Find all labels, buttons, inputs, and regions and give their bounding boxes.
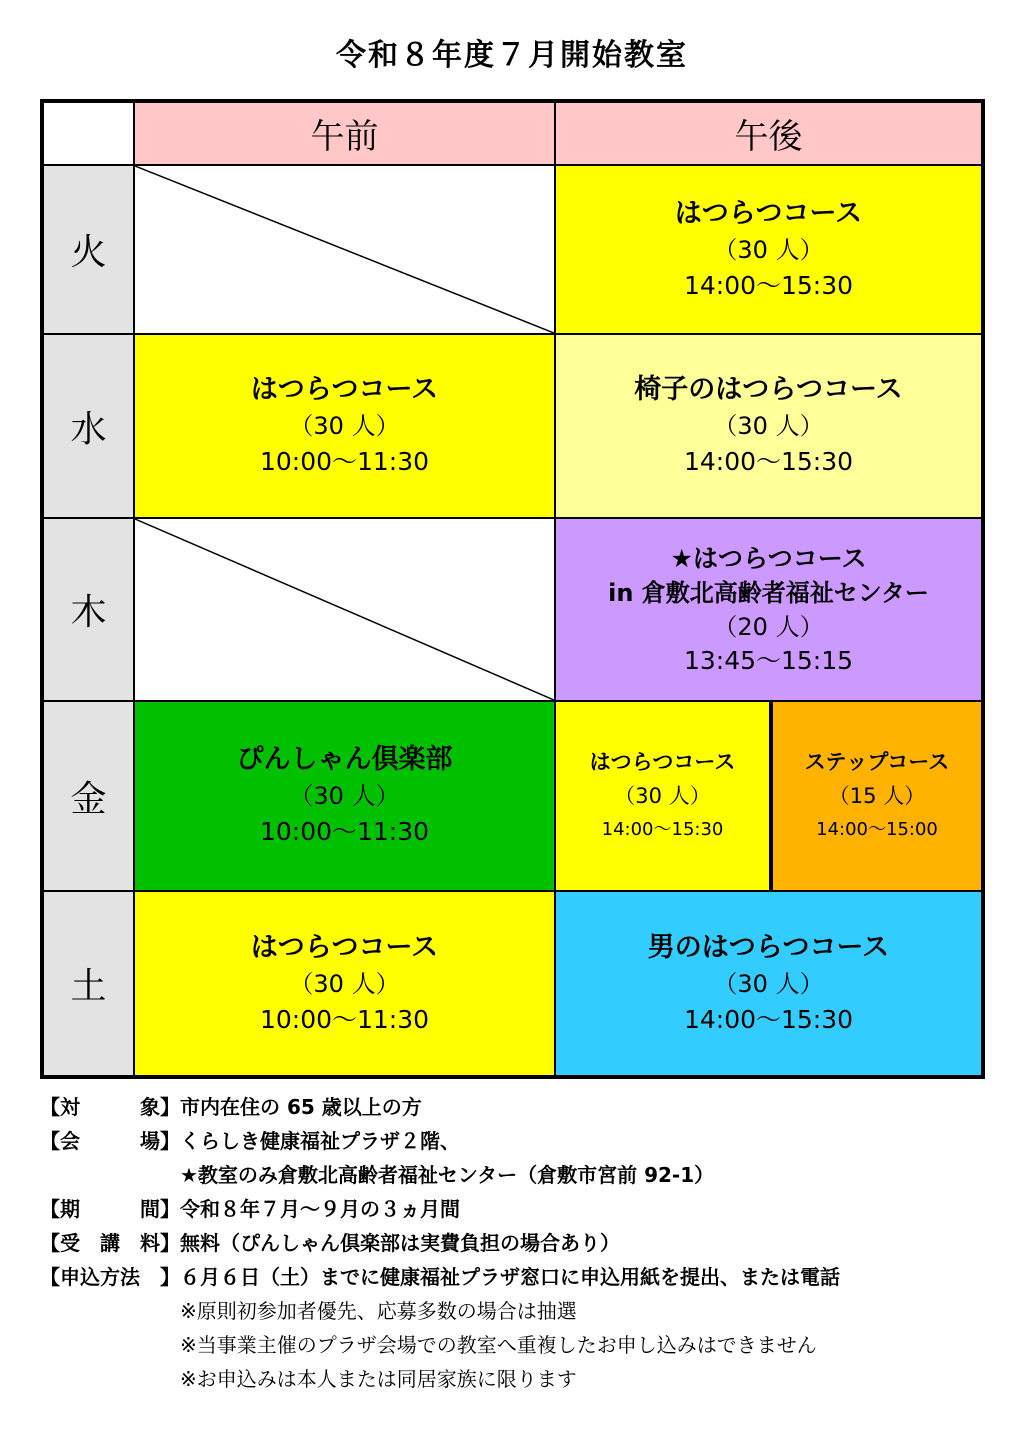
course-name: はつらつコース: [674, 197, 863, 229]
label-char: 料: [140, 1231, 160, 1255]
info-label: 【 受 講 料 】: [40, 1226, 180, 1260]
course-capacity: （30 人）: [713, 969, 824, 998]
friday-pm-course-1: [555, 701, 770, 891]
saturday-am-course: [134, 891, 555, 1076]
info-value: 市内在住の 65 歳以上の方: [180, 1095, 422, 1119]
info-fee: [40, 1226, 1000, 1260]
info-label: 【 会 場 】: [40, 1124, 180, 1158]
day-saturday: 土: [43, 891, 134, 1076]
course-capacity: （30 人）: [713, 235, 824, 264]
label-char: 受: [60, 1231, 80, 1255]
header-corner: [43, 102, 134, 165]
info-label: 【 申込方法 】: [40, 1260, 180, 1294]
course-name: ステップコース: [804, 750, 950, 774]
info-period: [40, 1192, 1000, 1226]
course-time: 10:00～11:30: [259, 817, 430, 846]
info-value: 令和８年７月～９月の３ヵ月間: [180, 1197, 460, 1221]
diagonal-slash: [135, 519, 554, 700]
tuesday-pm-course: [555, 165, 982, 334]
page-title: 令和８年度７月開始教室: [336, 38, 688, 73]
info-section: [40, 1090, 1000, 1396]
course-name: 男のはつらつコース: [647, 931, 890, 963]
course-time: 14:00～15:30: [601, 819, 724, 840]
note-2: ※当事業主催のプラザ会場での教室へ重複したお申し込みはできません: [180, 1333, 817, 1357]
info-value: ６月６日（土）までに健康福祉プラザ窓口に申込用紙を提出、または電話: [180, 1265, 840, 1289]
label-char: 象: [140, 1095, 160, 1119]
label-char: 対: [60, 1095, 80, 1119]
course-time: 10:00～11:30: [259, 447, 430, 476]
note-3: ※お申込みは本人または同居家族に限ります: [180, 1367, 577, 1391]
info-apply: [40, 1260, 1000, 1294]
note-1: ※原則初参加者優先、応募多数の場合は抽選: [180, 1299, 577, 1323]
course-capacity: （30 人）: [289, 782, 400, 810]
course-time: 10:00～11:30: [259, 1004, 430, 1034]
header-pm: 午後: [555, 102, 982, 165]
course-time: 13:45～15:15: [683, 645, 854, 675]
course-name: はつらつコース: [250, 931, 439, 963]
label-char: 期: [60, 1197, 80, 1221]
day-thursday: 木: [43, 518, 134, 701]
course-name: ★はつらつコース: [670, 543, 867, 573]
label-text: 申込方法: [60, 1265, 140, 1289]
info-label: 【 対 象 】: [40, 1090, 180, 1124]
info-label: 【 期 間 】: [40, 1192, 180, 1226]
info-value: 無料（ぴんしゃん倶楽部は実費負担の場合あり）: [180, 1231, 620, 1255]
course-name: 椅子のはつらつコース: [634, 374, 903, 405]
course-capacity: （30 人）: [289, 412, 400, 440]
course-time: 14:00～15:00: [816, 819, 938, 840]
day-friday: 金: [43, 701, 134, 891]
thursday-am-empty: [134, 518, 555, 701]
course-name: ぴんしゃん倶楽部: [236, 744, 453, 775]
saturday-pm-course: [555, 891, 982, 1076]
day-wednesday: 水: [43, 334, 134, 518]
wednesday-am-course: [134, 334, 555, 518]
info-target: [40, 1090, 1000, 1124]
schedule-table: [40, 99, 985, 1079]
course-capacity: （30 人）: [614, 784, 711, 808]
course-location: in 倉敷北高齢者福祉センター: [608, 578, 929, 607]
course-time: 14:00～15:30: [683, 270, 854, 300]
info-value: くらしき健康福祉プラザ２階、: [180, 1129, 460, 1153]
day-tuesday: 火: [43, 165, 134, 334]
course-name: はつらつコース: [250, 374, 439, 405]
friday-am-course: [134, 701, 555, 891]
course-time: 14:00～15:30: [683, 1004, 854, 1034]
label-char: 会: [60, 1129, 80, 1153]
course-capacity: （30 人）: [713, 412, 824, 440]
info-venue: [40, 1124, 1000, 1158]
course-time: 14:00～15:30: [683, 447, 854, 476]
label-char: 場: [140, 1129, 160, 1153]
course-capacity: （15 人）: [828, 784, 926, 808]
wednesday-pm-course: [555, 334, 982, 518]
friday-pm-course-2: [770, 701, 982, 891]
tuesday-am-empty: [134, 165, 555, 334]
diagonal-slash: [135, 166, 554, 333]
course-capacity: （30 人）: [289, 969, 400, 998]
label-char: 講: [100, 1231, 120, 1255]
course-name: はつらつコース: [589, 750, 736, 774]
label-char: 間: [140, 1197, 160, 1221]
header-am: 午前: [134, 102, 555, 165]
info-venue-2: ★教室のみ倉敷北高齢者福祉センター（倉敷市宮前 92-1）: [180, 1163, 715, 1187]
course-capacity: （20 人）: [713, 612, 824, 641]
thursday-pm-course: [555, 518, 982, 701]
